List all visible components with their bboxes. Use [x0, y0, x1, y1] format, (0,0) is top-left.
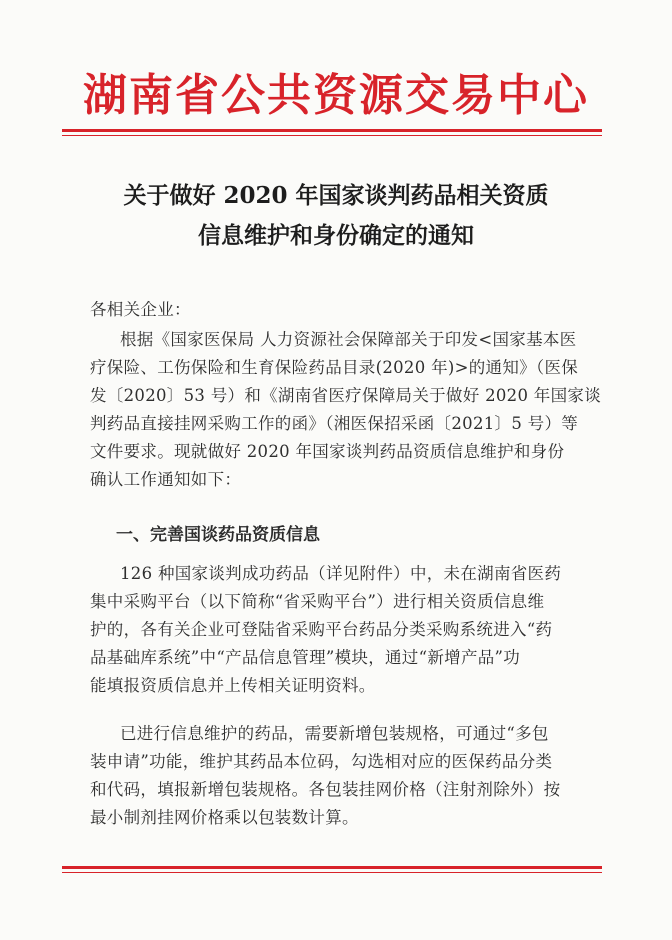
section-heading-1: 一、完善国谈药品资质信息 — [116, 525, 320, 545]
document-title-line-2: 信息维护和身份确定的通知 — [198, 222, 474, 249]
organization-header: 湖南省公共资源交易中心 — [83, 70, 589, 121]
paragraph-line: 疗保险、工伤保险和生育保险药品目录(2020 年)>的通知》（医保 — [90, 358, 579, 377]
paragraph-line: 能填报资质信息并上传相关证明资料。 — [90, 676, 376, 695]
paragraph-line: 护的，各有关企业可登陆省采购平台药品分类采购系统进入“药 — [90, 620, 553, 639]
paragraph-line: 确认工作通知如下： — [90, 470, 242, 489]
paragraph-3 — [90, 720, 590, 832]
salutation-text: 各相关企业： — [90, 300, 191, 319]
paragraph-line: 根据《国家医保局 人力资源社会保障部关于印发<国家基本医 — [120, 330, 577, 349]
paragraph-line: 和代码，填报新增包装规格。各包装挂网价格（注射剂除外）按 — [90, 780, 561, 799]
paragraph-line: 判药品直接挂网采购工作的函》（湘医保招采函〔2021〕5 号）等 — [90, 414, 579, 433]
paragraph-line: 集中采购平台（以下简称“省采购平台”）进行相关资质信息维 — [90, 592, 545, 611]
header-red-rule-thin — [62, 135, 602, 136]
paragraph-line: 品基础库系统”中“产品信息管理”模块，通过“新增产品”功 — [90, 648, 521, 667]
paragraph-2 — [90, 560, 590, 700]
salutation — [90, 296, 590, 324]
footer-red-rule — [62, 866, 602, 869]
paragraph-line: 最小制剂挂网价格乘以包装数计算。 — [90, 808, 359, 827]
document-title-line-1: 关于做好 2020 年国家谈判药品相关资质 — [123, 182, 549, 209]
paragraph-line: 126 种国家谈判成功药品（详见附件）中，未在湖南省医药 — [120, 564, 562, 583]
header-red-rule — [62, 129, 602, 132]
paragraph-line: 装申请”功能，维护其药品本位码，勾选相对应的医保药品分类 — [90, 752, 553, 771]
paragraph-line: 发〔2020〕53 号）和《湖南省医疗保障局关于做好 2020 年国家谈 — [90, 386, 602, 405]
paragraph-line: 文件要求。现就做好 2020 年国家谈判药品资质信息维护和身份 — [90, 442, 565, 461]
paragraph-line: 已进行信息维护的药品，需要新增包装规格，可通过“多包 — [120, 724, 549, 743]
paragraph-1 — [90, 326, 602, 494]
footer-red-rule-thin — [62, 872, 602, 873]
